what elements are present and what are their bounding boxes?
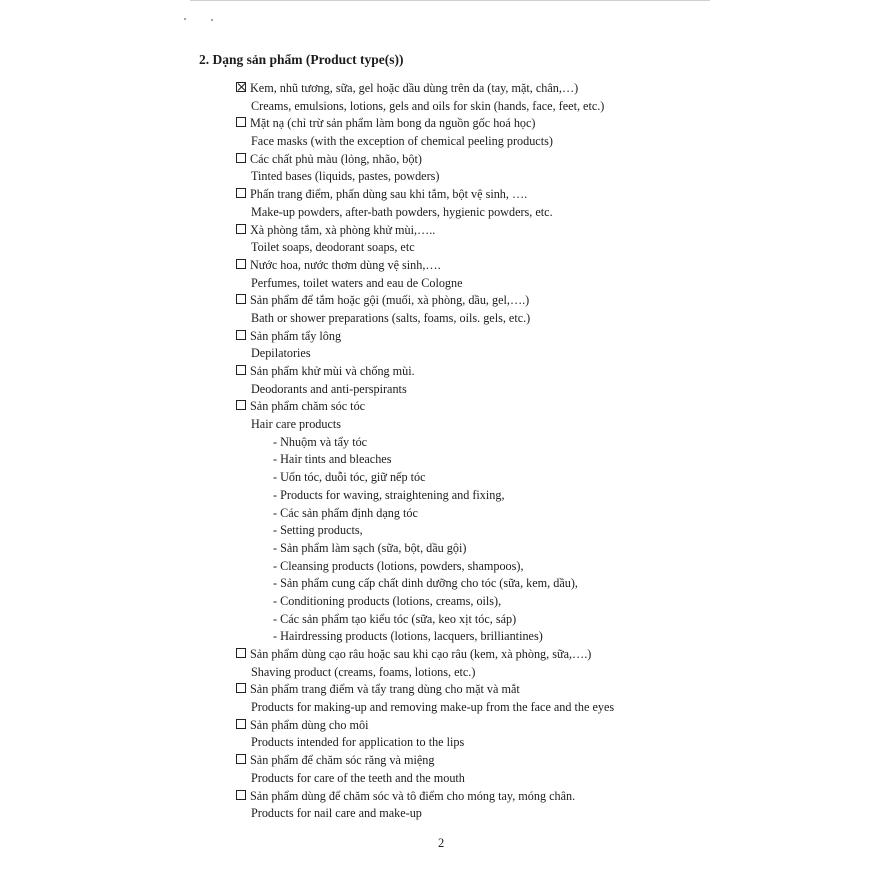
unchecked-checkbox[interactable] bbox=[236, 790, 246, 800]
sub-item: - Các sản phẩm tạo kiểu tóc (sữa, keo xịt tóc, sáp) bbox=[273, 611, 517, 626]
item-label-en: Products for nail care and make-up bbox=[251, 806, 422, 821]
sub-item: - Products for waving, straightening and fixing, bbox=[273, 487, 505, 502]
sub-item: - Các sản phẩm định dạng tóc bbox=[273, 505, 418, 520]
item-label-en: Tinted bases (liquids, pastes, powders) bbox=[251, 169, 440, 184]
unchecked-checkbox[interactable] bbox=[236, 259, 246, 269]
scan-speck bbox=[211, 19, 213, 21]
sub-item: - Cleansing products (lotions, powders, shampoos), bbox=[273, 558, 524, 573]
sub-item: - Sản phẩm làm sạch (sữa, bột, dầu gội) bbox=[273, 540, 467, 555]
product-type-item bbox=[236, 328, 676, 346]
checked-checkbox[interactable] bbox=[236, 82, 246, 92]
product-type-item bbox=[236, 257, 676, 275]
sub-item: - Hairdressing products (lotions, lacquers, brilliantines) bbox=[273, 629, 543, 644]
product-type-item bbox=[236, 398, 676, 416]
unchecked-checkbox[interactable] bbox=[236, 683, 246, 693]
unchecked-checkbox[interactable] bbox=[236, 224, 246, 234]
product-type-item bbox=[236, 115, 676, 133]
product-type-item bbox=[236, 681, 676, 699]
product-type-item bbox=[236, 186, 676, 204]
unchecked-checkbox[interactable] bbox=[236, 648, 246, 658]
unchecked-checkbox[interactable] bbox=[236, 294, 246, 304]
product-type-item bbox=[236, 752, 676, 770]
unchecked-checkbox[interactable] bbox=[236, 719, 246, 729]
item-label-vi: Kem, nhũ tương, sữa, gel hoặc dầu dùng trên da (tay, mặt, chân,…) bbox=[250, 81, 579, 95]
item-label-vi: Sản phẩm chăm sóc tóc bbox=[250, 399, 366, 414]
sub-item: - Hair tints and bleaches bbox=[273, 452, 392, 467]
product-type-item bbox=[236, 363, 676, 381]
item-label-vi: Sản phẩm dùng để chăm sóc và tô điểm cho móng tay, móng chân. bbox=[250, 788, 576, 803]
product-type-item bbox=[236, 151, 676, 169]
item-label-vi: Nước hoa, nước thơm dùng vệ sinh,…. bbox=[250, 257, 441, 272]
product-type-item bbox=[236, 717, 676, 735]
scan-speck bbox=[184, 18, 186, 20]
unchecked-checkbox[interactable] bbox=[236, 400, 246, 410]
item-label-vi: Phấn trang điểm, phấn dùng sau khi tắm, bột vệ sinh, …. bbox=[250, 187, 528, 202]
item-label-en: Perfumes, toilet waters and eau de Cologne bbox=[251, 275, 463, 290]
product-type-item bbox=[236, 788, 676, 806]
item-label-en: Toilet soaps, deodorant soaps, etc bbox=[251, 240, 415, 255]
sub-item: - Sản phẩm cung cấp chất dinh dưỡng cho tóc (sữa, kem, dầu), bbox=[273, 576, 578, 591]
product-type-item bbox=[236, 292, 676, 310]
item-label-vi: Sản phẩm để tắm hoặc gội (muối, xà phòng, dầu, gel,….) bbox=[250, 293, 530, 308]
product-type-item bbox=[236, 646, 676, 664]
item-label-en: Products for making-up and removing make-up from the face and the eyes bbox=[251, 700, 615, 715]
product-type-list bbox=[236, 80, 676, 823]
item-label-en: Creams, emulsions, lotions, gels and oils for skin (hands, face, feet, etc.) bbox=[251, 98, 605, 113]
sub-item: - Nhuộm và tẩy tóc bbox=[273, 434, 368, 449]
page-number: 2 bbox=[438, 836, 445, 850]
item-label-vi: Sản phẩm để chăm sóc răng và miệng bbox=[250, 753, 435, 768]
unchecked-checkbox[interactable] bbox=[236, 117, 246, 127]
unchecked-checkbox[interactable] bbox=[236, 754, 246, 764]
unchecked-checkbox[interactable] bbox=[236, 153, 246, 163]
item-label-vi: Sản phẩm trang điểm và tẩy trang dùng cho mặt và mắt bbox=[250, 682, 520, 697]
item-label-en: Make-up powders, after-bath powders, hygienic powders, etc. bbox=[251, 204, 553, 219]
sub-item: - Setting products, bbox=[273, 523, 363, 538]
item-label-en: Face masks (with the exception of chemical peeling products) bbox=[251, 134, 553, 149]
item-label-vi: Sản phẩm khử mùi và chống mùi. bbox=[250, 364, 415, 378]
item-label-en: Bath or shower preparations (salts, foams, oils. gels, etc.) bbox=[251, 310, 531, 325]
sub-item: - Conditioning products (lotions, creams, oils), bbox=[273, 593, 502, 608]
item-label-en: Shaving product (creams, foams, lotions, etc.) bbox=[251, 664, 476, 679]
unchecked-checkbox[interactable] bbox=[236, 365, 246, 375]
item-label-en: Depilatories bbox=[251, 346, 311, 361]
item-label-vi: Các chất phủ màu (lỏng, nhão, bột) bbox=[250, 151, 422, 166]
item-label-vi: Sản phẩm tẩy lông bbox=[250, 328, 342, 343]
item-label-vi: Sản phẩm dùng cạo râu hoặc sau khi cạo râu (kem, xà phòng, sữa,….) bbox=[250, 647, 592, 661]
product-type-item bbox=[236, 80, 676, 98]
section-heading: 2. Dạng sản phẩm (Product type(s)) bbox=[199, 52, 404, 67]
item-label-en: Deodorants and anti-perspirants bbox=[251, 381, 407, 396]
item-label-en: Hair care products bbox=[251, 417, 342, 432]
unchecked-checkbox[interactable] bbox=[236, 188, 246, 198]
item-label-vi: Xà phòng tắm, xà phòng khử mùi,….. bbox=[250, 222, 436, 237]
item-label-vi: Sản phẩm dùng cho môi bbox=[250, 717, 369, 732]
unchecked-checkbox[interactable] bbox=[236, 330, 246, 340]
item-label-vi: Mặt nạ (chỉ trừ sản phẩm làm bong da nguồn gốc hoá học) bbox=[250, 116, 536, 131]
item-label-en: Products for care of the teeth and the mouth bbox=[251, 770, 465, 785]
sub-item: - Uốn tóc, duỗi tóc, giữ nếp tóc bbox=[273, 470, 426, 485]
item-label-en: Products intended for application to the lips bbox=[251, 735, 465, 750]
top-rule bbox=[190, 0, 710, 1]
product-type-item bbox=[236, 222, 676, 240]
